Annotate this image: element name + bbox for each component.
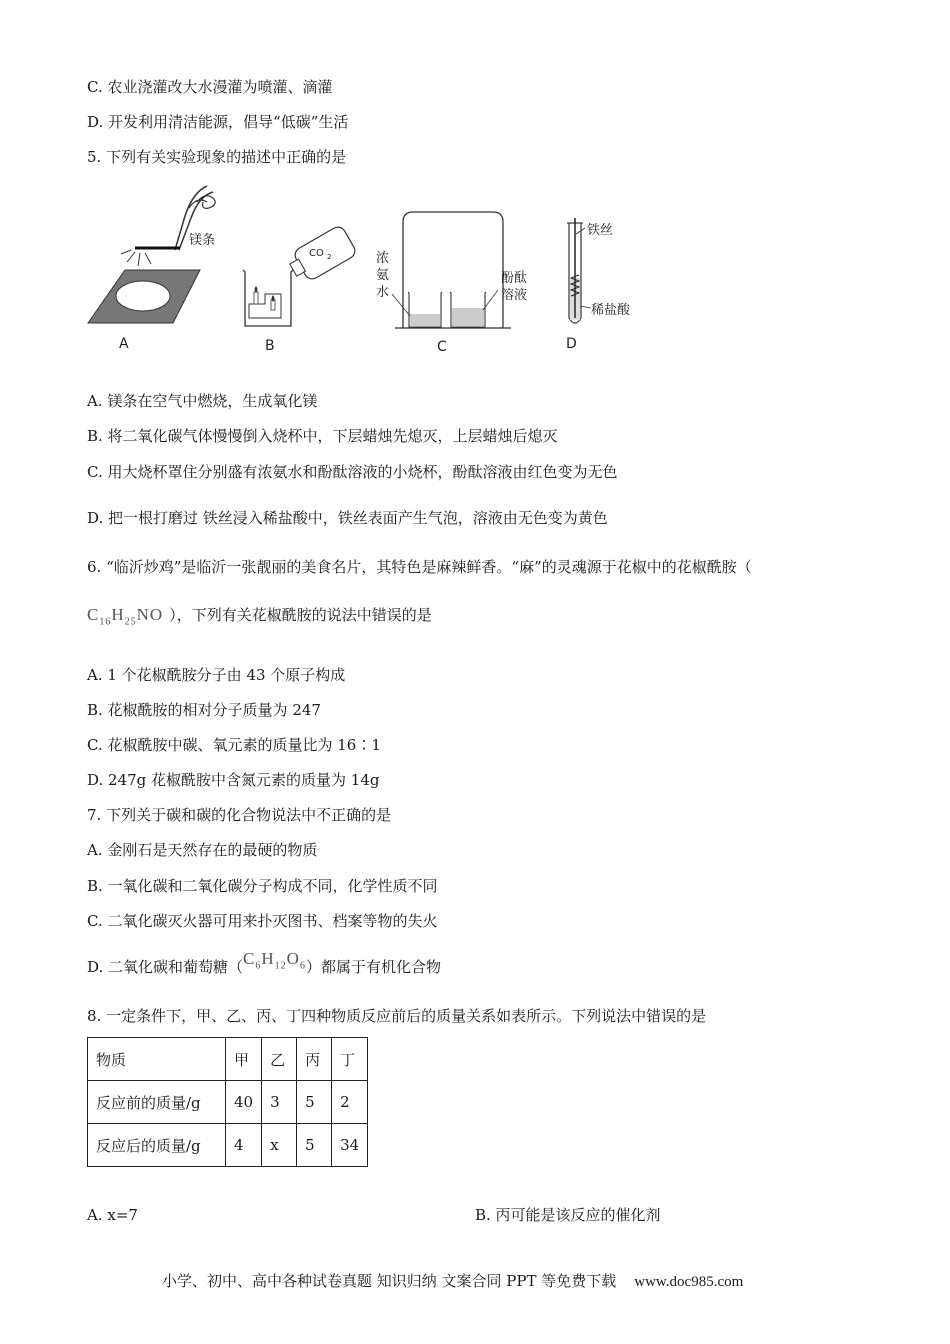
question-7: 7. 下列关于碳和碳的化合物说法中不正确的是 (87, 806, 392, 824)
option-q6-d: D. 247g 花椒酰胺中含氮元素的质量为 14g (87, 771, 380, 789)
mass-table (87, 1037, 368, 1167)
magnesium-label: 镁条 (189, 233, 216, 248)
table-cell: 2 (332, 1081, 368, 1124)
table-cell: 5 (297, 1081, 332, 1124)
table-header-cell: 丁 (332, 1038, 368, 1081)
option-q6-c: C. 花椒酰胺中碳、氧元素的质量比为 16∶1 (87, 736, 381, 754)
footer-text: 小学、初中、高中各种试卷真题 知识归纳 文案合同 PPT 等免费下载 (162, 1272, 617, 1290)
question-6-formula-line (87, 605, 432, 632)
option-q6-b: B. 花椒酰胺的相对分子质量为 247 (87, 701, 321, 719)
acid-label: 稀盐酸 (591, 303, 631, 318)
iron-wire-label: 铁丝 (587, 223, 614, 238)
table-cell: x (262, 1124, 297, 1167)
formula-c16h25no: $C_{16}H_{25}NO$ (87, 605, 164, 628)
ammonia-label-1: 浓 (376, 251, 390, 266)
footer-url[interactable]: www.doc985.com (634, 1274, 744, 1290)
option-q5-d: D. 把一根打磨过 铁丝浸入稀盐酸中，铁丝表面产生气泡，溶液由无色变为黄色 (87, 509, 608, 527)
table-header-cell: 乙 (262, 1038, 297, 1081)
question-6: 6. “临沂炒鸡”是临沂一张靓丽的美食名片，其特色是麻辣鲜香。“麻”的灵魂源于花椒中的花椒酰胺（ (87, 558, 752, 576)
phenolphthalein-label-2: 溶液 (501, 288, 528, 303)
option-q7-c: C. 二氧化碳灭火器可用来扑灭图书、档案等物的失火 (87, 912, 438, 930)
ammonia-label-2: 氨 (376, 268, 390, 283)
option-q8-a: A. x=7 (87, 1206, 138, 1224)
page-footer (162, 1270, 743, 1291)
figure-c-ammonia-phenolphthalein (392, 212, 511, 328)
option-q4-c: C. 农业浇灌改大水漫灌为喷灌、滴灌 (87, 78, 333, 96)
question-8: 8. 一定条件下，甲、乙、丙、丁四种物质反应前后的质量关系如表所示。下列说法中错误的是 (87, 1007, 707, 1025)
table-header-cell: 甲 (226, 1038, 262, 1081)
option-q5-b: B. 将二氧化碳气体慢慢倒入烧杯中，下层蜡烛先熄灭，上层蜡烛后熄灭 (87, 427, 558, 445)
co2-subscript: 2 (327, 253, 332, 261)
formula-c6h12o6: $C_6H_{12}O_6$ (243, 949, 306, 972)
table-cell: 反应前的质量/g (88, 1081, 226, 1124)
option-q7-d: D. 二氧化碳和葡萄糖$(C_6H_{12}O_6)$都属于有机化合物 (87, 949, 441, 976)
option-q7-b: B. 一氧化碳和二氧化碳分子构成不同，化学性质不同 (87, 877, 438, 895)
experiment-figure (85, 178, 645, 358)
table-header-row (88, 1038, 368, 1081)
ammonia-label-3: 水 (376, 285, 390, 300)
table-cell: 3 (262, 1081, 297, 1124)
table-row (88, 1124, 368, 1167)
table-cell: 5 (297, 1124, 332, 1167)
table-cell: 34 (332, 1124, 368, 1167)
figure-b-co2-candles (243, 224, 358, 326)
option-q6-a: A. 1 个花椒酰胺分子由 43 个原子构成 (87, 666, 346, 684)
table-row (88, 1081, 368, 1124)
option-q4-d: D. 开发利用清洁能源，倡导“低碳”生活 (87, 113, 349, 131)
figure-label-b: B (265, 338, 275, 354)
table-cell: 反应后的质量/g (88, 1124, 226, 1167)
co2-label: CO (309, 248, 324, 259)
question-6-tail: ），下列有关花椒酰胺的说法中错误的是 (169, 606, 432, 624)
figure-a-magnesium (88, 186, 215, 323)
option-q5-a: A. 镁条在空气中燃烧，生成氧化镁 (87, 392, 318, 410)
option-q8-b: B. 丙可能是该反应的催化剂 (475, 1206, 661, 1224)
figure-label-c: C (437, 339, 447, 355)
option-q5-c: C. 用大烧杯罩住分别盛有浓氨水和酚酞溶液的小烧杯，酚酞溶液由红色变为无色 (87, 463, 618, 481)
phenolphthalein-label-1: 酚酞 (501, 271, 528, 286)
table-header-cell: 物质 (88, 1038, 226, 1081)
table-cell: 40 (226, 1081, 262, 1124)
figure-label-a: A (119, 336, 129, 352)
figure-label-d: D (566, 336, 577, 352)
question-5: 5. 下列有关实验现象的描述中正确的是 (87, 148, 347, 166)
option-q7-a: A. 金刚石是天然存在的最硬的物质 (87, 841, 318, 859)
table-cell: 4 (226, 1124, 262, 1167)
table-header-cell: 丙 (297, 1038, 332, 1081)
